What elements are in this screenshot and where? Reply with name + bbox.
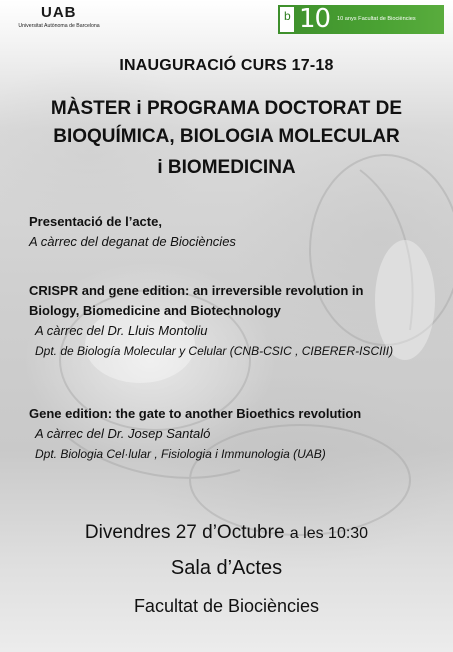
inauguration-heading: INAUGURACIÓ CURS 17-18 xyxy=(119,57,334,74)
program-item-title: Presentació de l’acte, xyxy=(29,214,162,229)
program-item-affiliation: Dpt. de Biología Molecular y Celular (CNB-CSIC , CIBERER-ISCIII) xyxy=(35,344,394,358)
event-faculty: Facultat de Biociències xyxy=(133,596,320,616)
event-room: Sala d’Actes xyxy=(170,557,283,579)
program-item-title: Biology, Biomedicine and Biotechnology xyxy=(29,303,281,318)
b10-logo-box xyxy=(280,7,294,32)
header xyxy=(0,0,453,40)
event-title-line-3: i BIOMEDICINA xyxy=(157,157,296,178)
program-item-speaker: A càrrec del deganat de Biociències xyxy=(29,234,236,249)
b10-faculty-banner xyxy=(278,5,444,34)
uab-logo-mark: UAB xyxy=(41,4,77,21)
b10-banner-text: 10 anys Facultat de Biociències xyxy=(337,16,416,22)
uab-logo xyxy=(13,4,105,36)
program-item-speaker: A càrrec del Dr. Lluis Montoliu xyxy=(35,323,208,338)
program-item-crispr-talk xyxy=(29,281,439,361)
event-date: Divendres 27 d’Octubre xyxy=(84,522,285,543)
uab-logo-subtitle: Universitat Autònoma de Barcelona xyxy=(18,23,100,29)
event-title-line-2: BIOQUÍMICA, BIOLOGIA MOLECULAR xyxy=(53,126,400,147)
program-item-title: CRISPR and gene edition: an irreversible revolution in xyxy=(29,283,364,298)
event-time: a les 10:30 xyxy=(289,525,369,542)
program-item-affiliation: Dpt. Biologia Cel·lular , Fisiologia i Immunologia (UAB) xyxy=(35,447,326,461)
program-item-presentation xyxy=(29,212,439,252)
event-date-time xyxy=(0,522,453,544)
program-item-bioethics-talk xyxy=(29,404,439,464)
b10-logo-number: 10 xyxy=(299,4,331,34)
program-item-speaker: A càrrec del Dr. Josep Santaló xyxy=(35,426,211,441)
b10-logo-letter: b xyxy=(284,9,291,23)
program-item-title: Gene edition: the gate to another Bioethics revolution xyxy=(29,406,362,421)
event-title-line-1: MÀSTER i PROGRAMA DOCTORAT DE xyxy=(50,98,403,119)
